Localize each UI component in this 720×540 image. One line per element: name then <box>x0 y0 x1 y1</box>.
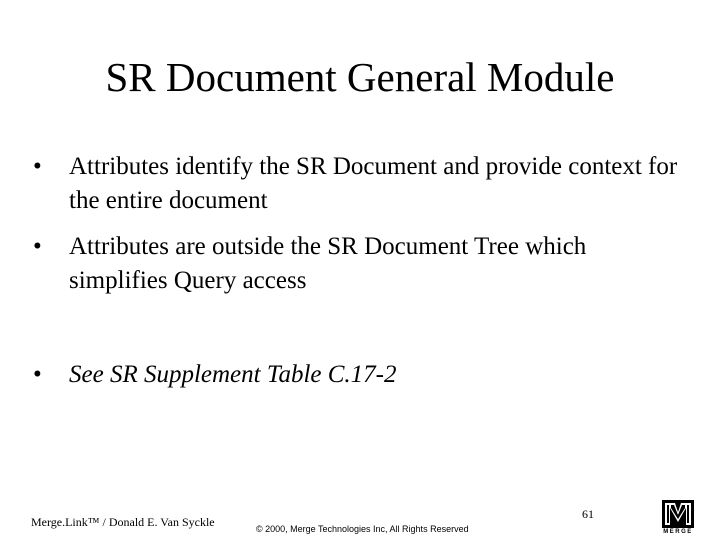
page-number: 61 <box>582 507 594 521</box>
logo-wordmark: MERGE <box>663 529 693 535</box>
merge-logo-icon <box>662 500 694 528</box>
bullet-text: Attributes identify the SR Document and provide context for the entire document <box>69 153 678 214</box>
bullet-marker: • <box>33 233 42 260</box>
bullet-text: See SR Supplement Table C.17-2 <box>69 361 397 388</box>
slide-title: SR Document General Module <box>105 54 615 100</box>
bullet-marker: • <box>33 153 42 180</box>
footer-author: Merge.Link™ / Donald E. Van Syckle <box>31 515 215 529</box>
merge-logo <box>662 500 694 536</box>
bullet-marker: • <box>33 361 42 388</box>
footer-copyright: © 2000, Merge Technologies Inc, All Rights Reserved <box>256 524 469 534</box>
bullet-text: Attributes are outside the SR Document Tree which simplifies Query access <box>69 233 587 294</box>
